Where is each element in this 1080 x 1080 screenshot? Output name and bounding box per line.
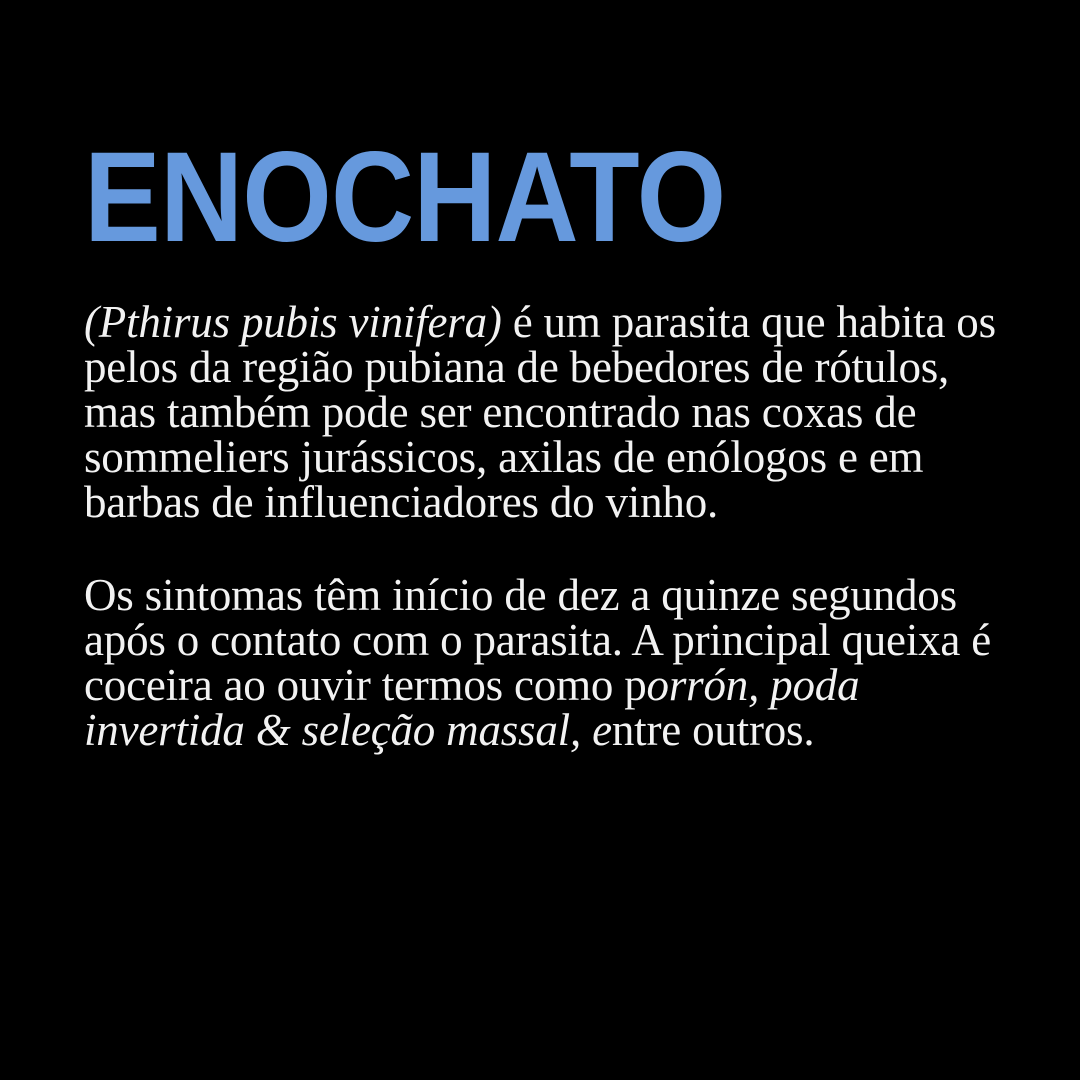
definition-paragraph (84, 297, 1004, 527)
post-body (84, 297, 1004, 755)
symptoms-text-lead: Os sintomas têm início de dez a quinze segundos após o contato com o parasita. A principal queixa é coceira ao ouvir termos como p (84, 570, 992, 710)
symptoms-paragraph (84, 570, 1004, 755)
symptoms-text-tail: ntre outros. (611, 705, 815, 755)
page-title: ENOCHATO (84, 126, 726, 269)
definition-text: é um parasita que habita os pelos da região pubiana de bebedores de rótulos, mas também pode ser encontrado nas coxas de sommeliers jurássicos, axilas de enólogos e em barbas de influenciadores do vinho. (84, 297, 996, 527)
symptoms-terms: orrón, poda invertida & seleção massal, e (84, 660, 860, 755)
definition-scientific-name: (Pthirus pubis vinifera) (84, 297, 502, 347)
